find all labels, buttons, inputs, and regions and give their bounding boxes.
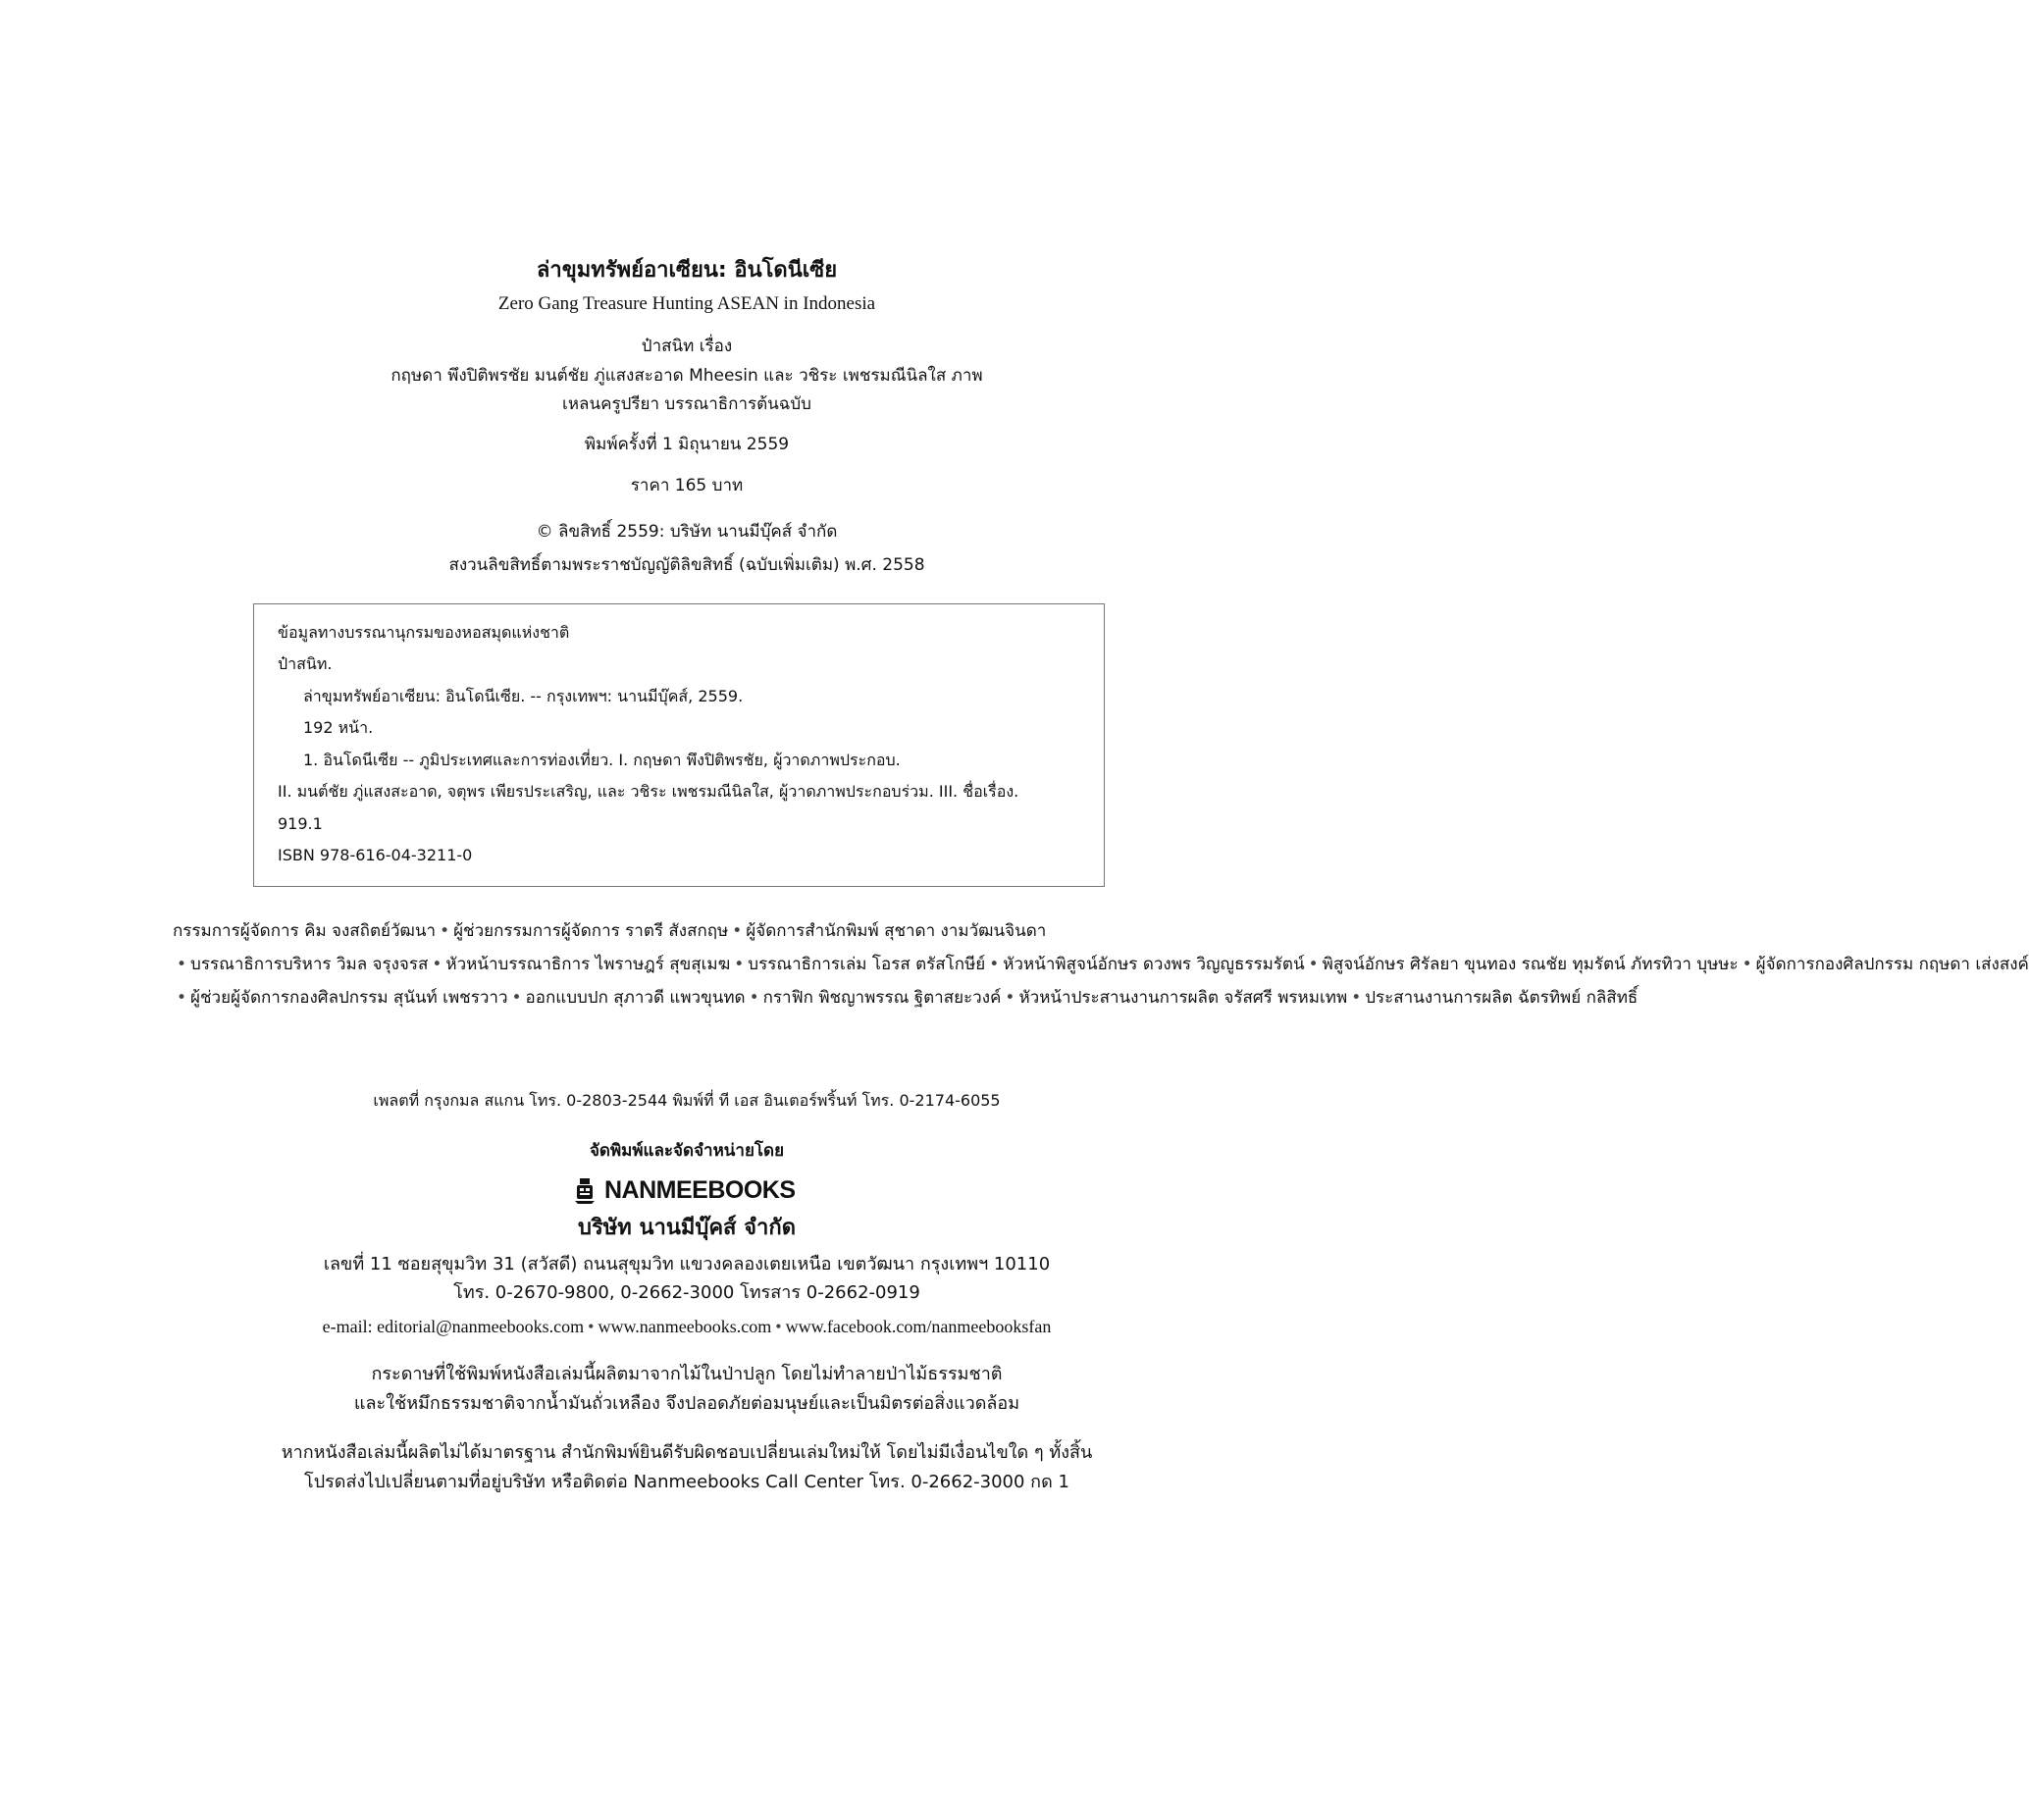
rights-notice: สงวนลิขสิทธิ์ตามพระราชบัญญัติลิขสิทธิ์ (ฉบับเพิ่มเติม) พ.ศ. 2558 [448, 555, 925, 575]
publisher-phone: โทร. 0-2670-9800, 0-2662-3000 โทรสาร 0-2662-0919 [453, 1282, 920, 1303]
credit-item: บรรณาธิการเล่ม โอรส ตรัสโกษีย์ [748, 955, 986, 974]
book-subtitle: Zero Gang Treasure Hunting ASEAN in Indonesia [497, 293, 876, 314]
ship-icon [571, 1175, 598, 1205]
logo-wordmark: NANMEEBOOKS [604, 1175, 796, 1204]
edition-info: พิมพ์ครั้งที่ 1 มิถุนายน 2559 [584, 435, 790, 454]
facebook-link[interactable]: www.facebook.com/nanmeebooksfan [785, 1317, 1052, 1336]
paper-note-1: กระดาษที่ใช้พิมพ์หนังสือเล่มนี้ผลิตมาจากไม้ในป่าปลูก โดยไม่ทำลายป่าไม้ธรรมชาติ [371, 1364, 1003, 1384]
story-credit: ป๋าสนิท เรื่อง [641, 337, 733, 356]
credit-item: ผู้ช่วยกรรมการผู้จัดการ ราตรี สังสกฤษ [453, 921, 729, 941]
cip-subject: 1. อินโดนีเซีย -- ภูมิประเทศและการท่องเที่ยว. I. กฤษดา พึงปิติพรชัย, ผู้วาดภาพประกอบ. [303, 751, 901, 769]
credit-item: ผู้จัดการสำนักพิมพ์ สุชาดา งามวัฒนจินดา [746, 921, 1047, 941]
cip-pages: 192 หน้า. [303, 718, 374, 737]
credit-item: หัวหน้าประสานงานการผลิต จรัสศรี พรหมเทพ [1018, 988, 1348, 1008]
book-title: ล่าขุมทรัพย์อาเซียน: อินโดนีเซีย [536, 258, 838, 283]
publisher-address: เลขที่ 11 ซอยสุขุมวิท 31 (สวัสดี) ถนนสุขุมวิท แขวงคลองเตยเหนือ เขตวัฒนา กรุงเทพฯ 10110 [323, 1254, 1051, 1274]
credit-item: ออกแบบปก สุภาวดี แพวขุนทด [525, 988, 746, 1008]
copyright: © ลิขสิทธิ์ 2559: บริษัท นานมีบุ๊คส์ จำกัด [536, 522, 838, 542]
cip-heading: ข้อมูลทางบรรณานุกรมของหอสมุดแห่งชาติ [278, 623, 570, 642]
cip-author: ป๋าสนิท. [278, 654, 333, 673]
quality-note-2: โปรดส่งไปเปลี่ยนตามที่อยู่บริษัท หรือติดต่อ Nanmeebooks Call Center โทร. 0-2662-3000 กด 1 [304, 1472, 1069, 1492]
cip-added-entries: II. มนต์ชัย ภู่แสงสะอาด, จตุพร เพียรประเสริญ, และ วชิระ เพชรมณีนิลใส, ผู้วาดภาพประกอบร่วม. III. ชื่อเรื่อง. [278, 782, 1019, 801]
publisher-name: บริษัท นานมีบุ๊คส์ จำกัด [578, 1216, 796, 1240]
credit-item: กราฟิก พิชญาพรรณ ฐิตาสยะวงค์ [762, 988, 1002, 1008]
credit-item: พิสูจน์อักษร ศิรัลยา ขุนทอง รณชัย ทุมรัตน์ ภัทรทิวา บุษษะ [1322, 955, 1739, 974]
website-link[interactable]: www.nanmeebooks.com [598, 1317, 772, 1336]
publisher-contacts: e-mail: editorial@nanmeebooks.com • www.nanmeebooks.com • www.facebook.com/nanmeebooksfan [322, 1317, 1052, 1336]
editor-credit: เหลนครูปรียา บรรณาธิการต้นฉบับ [562, 394, 811, 414]
distributed-by: จัดพิมพ์และจัดจำหน่ายโดย [589, 1141, 785, 1161]
illustrator-credit: กฤษดา พึงปิติพรชัย มนต์ชัย ภู่แสงสะอาด Mheesin และ วชิระ เพชรมณีนิลใส ภาพ [390, 366, 983, 386]
staff-credits: กรรมการผู้จัดการ คิม จงสถิตย์วัฒนา • ผู้ช่วยกรรมการผู้จัดการ ราตรี สังสกฤษ • ผู้จัดการสำนักพิมพ์ สุชาดา งามวัฒนจินดา • บรรณาธิการบริหาร วิมล จรุงจรส • หัวหน้าบรรณาธิการ ไพราษฎร์ สุขสุเมฆ • บรรณาธิการเล่ม โอรส ตรัสโกษีย์ • หัวหน้าพิสูจน์อักษร ดวงพร วิญญูธรรมรัตน์ • พิสูจน์อักษร ศิรัลยา ขุนทอง รณชัย ทุมรัตน์ ภัทรทิวา บุษษะ • ผู้จัดการกองศิลปกรรม กฤษดา เส่งสงค์ • ผู้ช่วยผู้จัดการกองศิลปกรรม สุนันท์ เพชรวาว • ออกแบบปก สุภาวดี แพวขุนทด • กราฟิก พิชญาพรรณ ฐิตาสยะวงค์ • หัวหน้าประสานงานการผลิต จรัสศรี พรหมเทพ • ประสานงานการผลิต ฉัตรทิพย์ กลิสิทธิ์ [173, 921, 2029, 1008]
cip-isbn: ISBN 978-616-04-3211-0 [278, 846, 473, 864]
price: ราคา 165 บาท [630, 476, 744, 495]
credit-item: หัวหน้าบรรณาธิการ ไพราษฎร์ สุขสุเมฆ [445, 955, 731, 974]
cip-title: ล่าขุมทรัพย์อาเซียน: อินโดนีเซีย. -- กรุงเทพฯ: นานมีบุ๊คส์, 2559. [303, 687, 744, 705]
paper-note-2: และใช้หมึกธรรมชาติจากน้ำมันถั่วเหลือง จึงปลอดภัยต่อมนุษย์และเป็นมิตรต่อสิ่งแวดล้อม [353, 1393, 1020, 1414]
credit-item: ผู้จัดการกองศิลปกรรม กฤษดา เส่งสงค์ [1755, 955, 2029, 974]
credit-item: บรรณาธิการบริหาร วิมล จรุงจรส [190, 955, 429, 974]
quality-note-1: หากหนังสือเล่มนี้ผลิตไม่ได้มาตรฐาน สำนักพิมพ์ยินดีรับผิดชอบเปลี่ยนเล่มใหม่ให้ โดยไม่มีเงื่อนไขใด ๆ ทั้งสิ้น [281, 1442, 1093, 1463]
publisher-logo [571, 1173, 796, 1207]
credit-item: หัวหน้าพิสูจน์อักษร ดวงพร วิญญูธรรมรัตน์ [1003, 955, 1305, 974]
credit-item: ผู้ช่วยผู้จัดการกองศิลปกรรม สุนันท์ เพชรวาว [190, 988, 508, 1008]
credit-item: ประสานงานการผลิต ฉัตรทิพย์ กลิสิทธิ์ [1365, 988, 1639, 1008]
cip-classification: 919.1 [278, 814, 323, 833]
credit-item: กรรมการผู้จัดการ คิม จงสถิตย์วัฒนา [173, 921, 437, 941]
email-link[interactable]: e-mail: editorial@nanmeebooks.com [322, 1317, 585, 1336]
cip-box [253, 603, 1105, 887]
printing-info: เพลตที่ กรุงกมล สแกน โทร. 0-2803-2544 พิมพ์ที่ ที เอส อินเตอร์พริ้นท์ โทร. 0-2174-6055 [373, 1091, 1001, 1110]
